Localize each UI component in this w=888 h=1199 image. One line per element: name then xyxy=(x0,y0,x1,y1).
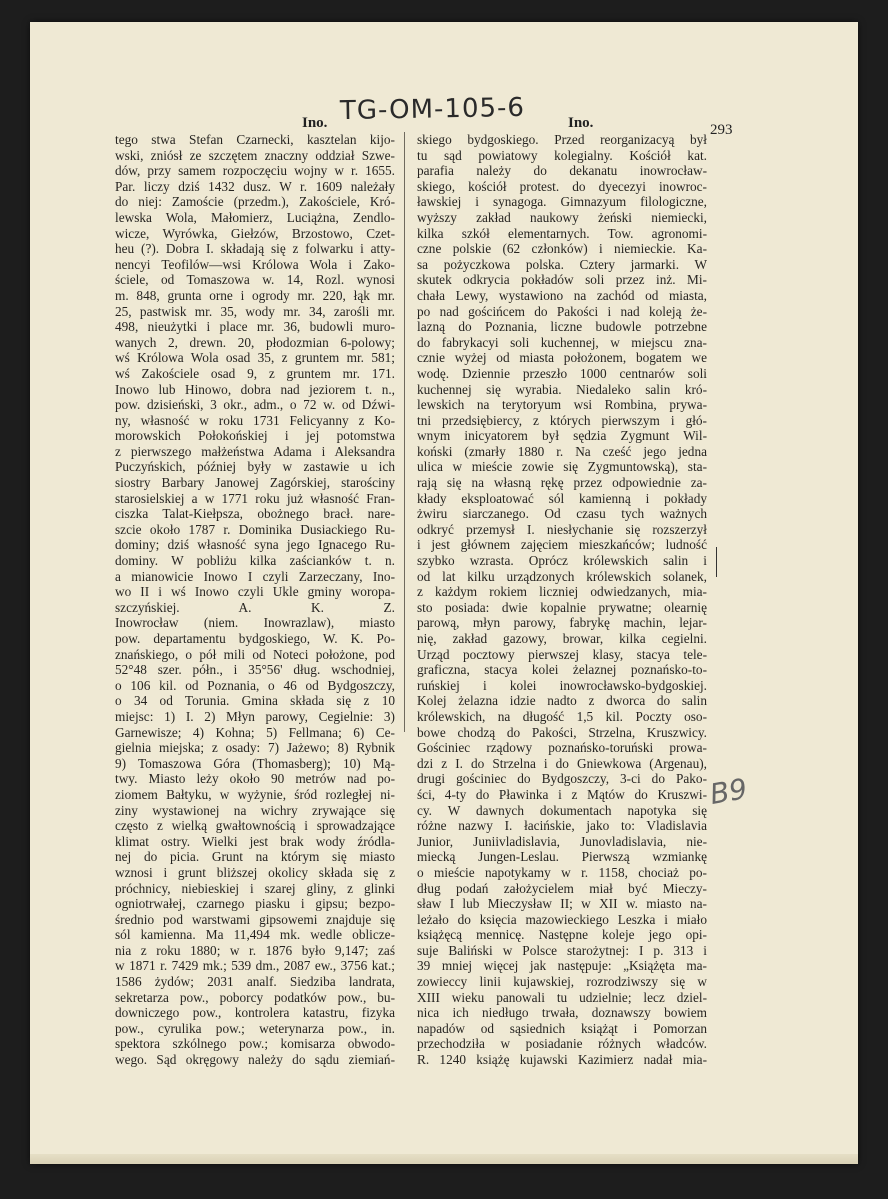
text-line: 39 mniej więcej jak następuje: „Książęta ma- xyxy=(417,958,707,974)
text-line: wznosi i grunt bliższej okolicy składa się z xyxy=(115,864,395,880)
text-line: nię, zakład gazowy, browar, kilka cegielni. xyxy=(417,631,707,646)
text-line: sław I lub Mieczysław II; w XII w. miasto na- xyxy=(417,896,707,912)
text-line: 9) Tomaszowa Góra (Thomasberg); 10) Mą- xyxy=(115,755,395,771)
text-line: zowieccy linii kujawskiej, rozrodziwszy się w xyxy=(417,974,707,990)
text-line: ławskiej i synagoga. Gimnazyum filologiczne, xyxy=(417,194,707,210)
text-line: nencyi Teofilów—wsi Królowa Wola i Zako- xyxy=(115,256,395,272)
text-line: ruńskiej i kolei inowrocławsko-bydgoskiej. xyxy=(417,677,707,693)
text-line: koński (zmarły 1880 r. Na cześć jego jedna xyxy=(417,443,707,459)
text-line: klimat ostry. Wielki jest brak wody źródla- xyxy=(115,833,395,849)
text-line: ogniotrwałej, czarnego piasku i gipsu; bezpo- xyxy=(115,896,395,912)
text-line: Puczyńskich, później były w zastawie u ich xyxy=(115,459,395,475)
text-line: kłady eksploatować sól kamienną i pokłady xyxy=(417,490,707,506)
text-line: wicze, Wyrówka, Giełzów, Brzostowo, Czet- xyxy=(115,225,395,241)
text-line: m. 848, grunta orne i ogrody mr. 220, łąk mr. xyxy=(115,287,395,303)
text-line: ciszka Talat-Kiełpsza, obożnego bracł. nare- xyxy=(115,506,395,522)
text-line: do fabrykacyi soli kuchennej, w miejscu zna- xyxy=(417,334,707,350)
text-line: drugi gościniec do Bydgoszczy, 3-ci do Pako- xyxy=(417,771,707,787)
text-line: twy. Miasto leży około 90 metrów nad po- xyxy=(115,771,395,787)
text-line: siostry Barbary Janowej Zagórskiej, starościny xyxy=(115,475,395,491)
text-line: Urząd pocztowy pierwszej klasy, stacya tele- xyxy=(417,646,707,662)
text-line: Kolej żelazna idzie nadto z dworca do salin xyxy=(417,693,707,709)
text-line: Inowo lub Hinowo, dobra nad jeziorem t. n., xyxy=(115,381,395,397)
text-line: Garnewisze; 4) Kohna; 5) Fellmana; 6) Ce- xyxy=(115,724,395,740)
text-line: wski, zniósł ze szczętem znaczny oddział Szwe- xyxy=(115,147,395,163)
text-line: cy. W dawnych dokumentach napotyka się xyxy=(417,802,707,818)
text-line: dominy; dziś własność syna jego Ignacego Ru- xyxy=(115,537,395,553)
column-divider xyxy=(404,132,405,732)
text-line: szcie około 1787 r. Dominika Dusiackiego Ru- xyxy=(115,521,395,537)
text-line: sto posiada: dwie kopalnie prywatne; olearnię xyxy=(417,599,707,615)
text-line: dów, przy samem rozpoczęciu wojny w r. 1655. xyxy=(115,163,395,179)
text-line: szybko wzrasta. Oprócz królewskich salin i xyxy=(417,553,707,569)
text-line: do niej: Zamoście (przedm.), Zakościele, Kró- xyxy=(115,194,395,210)
text-line: próchnicy, niebieskiej i szarej gliny, z glinki xyxy=(115,880,395,896)
text-line: często z wielką gwałtownością i sprowadzające xyxy=(115,818,395,834)
text-line: dzi z I. do Strzelna i do Gniewkowa (Argenau), xyxy=(417,755,707,771)
text-line: po nad gościńcem do Pakości i nad koleją że- xyxy=(417,303,707,319)
text-line: czne polskie (62 członków) i niemieckie. Ka- xyxy=(417,241,707,257)
text-line: wodę. Dziennie przeszło 1000 centnarów soli xyxy=(417,365,707,381)
text-line: morowskich Połokońskiej i jej potomstwa xyxy=(115,428,395,444)
text-line: pow., cyrulika pow.; weterynarza pow., in. xyxy=(115,1020,395,1036)
text-line: rają się na własną rękę przez odpowiednie za- xyxy=(417,475,707,491)
text-line: nia z roku 1880; w r. 1876 było 9,147; zaś xyxy=(115,942,395,958)
text-line: kilka szkół elementarnych. Tow. agronomi- xyxy=(417,225,707,241)
text-line: ny, własność w roku 1731 Felicyanny z Ko- xyxy=(115,412,395,428)
text-line: chała Lewy, wystawiono na zachód od miasta, xyxy=(417,287,707,303)
text-line: suje Baliński w Polsce starożytnej: I p. 313 i xyxy=(417,942,707,958)
text-line: skiego, kościół protest. do dyecezyi inowroc- xyxy=(417,178,707,194)
text-line: wnym inicyatorem był sędzia Zygmunt Wil- xyxy=(417,428,707,444)
left-text-column xyxy=(115,132,395,1068)
text-line: królewskich, na długość 1,5 kil. Poczty oso- xyxy=(417,708,707,724)
text-line: od lat kilku urządzonych królewskich solanek, xyxy=(417,568,707,584)
text-line: z każdym rokiem liczniej odwiedzanych, mia- xyxy=(417,584,707,600)
text-line: skutek odkrycia pokładów soli przez inż. Mi- xyxy=(417,272,707,288)
text-line: książęcą mennicę. Następne koleje jego opi- xyxy=(417,927,707,943)
text-line: lewskich na terytoryum wsi Rombina, prywa- xyxy=(417,397,707,413)
text-line: ziny wystawionej na wichry zrywające się xyxy=(115,802,395,818)
text-line: wo II i wś Inowo czyli Ukle gminy woropa- xyxy=(115,584,395,600)
text-line: graficzna, stacya kolei żelaznej poznańsko-to- xyxy=(417,662,707,678)
text-line: i jest głównem zajęciem mieszkańców; ludność xyxy=(417,537,707,553)
text-line: tni przedsiębiercy, z których pierwszym i głó- xyxy=(417,412,707,428)
text-line: Junior, Juniivladislavia, Junovladislavia, nie- xyxy=(417,833,707,849)
text-line: Par. liczy dziś 1432 dusz. W r. 1609 należały xyxy=(115,178,395,194)
text-line: skiego bydgoskiego. Przed reorganizacyą był xyxy=(417,132,707,147)
text-line: odkryć przemysł I. niesłychanie się rozszerzył xyxy=(417,521,707,537)
text-line: spektora szkólnego pow.; komisarza obwodo- xyxy=(115,1036,395,1052)
text-line: heu (?). Dobra I. składają się z folwarku i atty- xyxy=(115,241,395,257)
text-line: downiczego pow., kontrolera katastru, fizyka xyxy=(115,1005,395,1021)
text-line: ściele, od Tomaszowa w. 14, Rozl. wynosi xyxy=(115,272,395,288)
text-line: pow. dzisieński, 3 okr., adm., o 72 w. od Dźwi- xyxy=(115,397,395,413)
margin-mark xyxy=(716,547,717,577)
text-line: o mieście napotykamy w r. 1158, chociaż po- xyxy=(417,864,707,880)
text-line: 498, nieużytki i place mr. 36, budowli muro- xyxy=(115,319,395,335)
text-line: pow. departamentu bydgoskiego, W. K. Po- xyxy=(115,631,395,646)
text-line: z pierwszego małżeństwa Adama i Aleksandra xyxy=(115,443,395,459)
text-line: kuchennej się wyrabia. Niedaleko salin kró- xyxy=(417,381,707,397)
text-line: 25, pastwisk mr. 35, wody mr. 34, zarośli mr. xyxy=(115,303,395,319)
text-line: Inowrocław (niem. Inowrazlaw), miasto xyxy=(115,615,395,631)
text-line: ziomem Bałtyku, w wyżynie, śród rozległej ni- xyxy=(115,786,395,802)
page-number: 293 xyxy=(710,122,733,138)
text-line: wego. Sąd okręgowy należy do sądu ziemiań- xyxy=(115,1052,395,1068)
text-line: dług podań założycielem miał być Mieczy- xyxy=(417,880,707,896)
text-line: miejsc: 1) I. 2) Młyn parowy, Cegielnie: 3) xyxy=(115,708,395,724)
text-line: gielnia miejska; z osady: 7) Jażewo; 8) Rybnik xyxy=(115,740,395,756)
text-line: starosielskiej a w 1771 roku już własność Fran- xyxy=(115,490,395,506)
text-line: leżało do księcia mazowieckiego Leszka i miało xyxy=(417,911,707,927)
text-line: tego stwa Stefan Czarnecki, kasztelan kijo- xyxy=(115,132,395,147)
text-line: sól kamienna. Ma 11,494 mk. wedle oblicze- xyxy=(115,927,395,943)
text-line: parową, młyn parowy, fabrykę machin, lejar- xyxy=(417,615,707,631)
text-line: ulica w mieście zowie się Zygmuntowską), sta- xyxy=(417,459,707,475)
text-line: bowe chodzą do Pakości, Strzelna, Kruszwicy. xyxy=(417,724,707,740)
header-left: Ino. xyxy=(302,115,328,131)
text-line: tu sąd powiatowy kolegialny. Kościół kat. xyxy=(417,147,707,163)
text-line: wś Królowa Wola osad 35, z gruntem mr. 581; xyxy=(115,350,395,366)
handwritten-signature: B9 xyxy=(707,772,750,811)
handwritten-reference: TG-OM-105-6 xyxy=(339,92,526,127)
text-line: o 34 od Torunia. Gmina składa się z 10 xyxy=(115,693,395,709)
text-line: R. 1240 książę kujawski Kazimierz nadał mia- xyxy=(417,1052,707,1068)
header-center: Ino. xyxy=(568,115,594,131)
text-line: lewska Wola, Małomierz, Luciążna, Zendlo- xyxy=(115,209,395,225)
text-line: dominy. W pobliżu kilka zaścianków t. n. xyxy=(115,553,395,569)
text-line: przechodziła w posiadanie różnych władców. xyxy=(417,1036,707,1052)
text-line: nej do picia. Grunt na którym się miasto xyxy=(115,849,395,865)
text-line: sekretarza pow., poborcy podatków pow., bu- xyxy=(115,989,395,1005)
text-line: ści, 4-ty do Pławinka i z Mątów do Kruszwi- xyxy=(417,786,707,802)
text-line: wyższy zakład naukowy żeński niemiecki, xyxy=(417,209,707,225)
text-line: Gościniec rządowy poznańsko-toruński prowa- xyxy=(417,740,707,756)
text-line: o 106 kil. od Poznania, o 46 od Bydgoszczy, xyxy=(115,677,395,693)
text-line: wanych 2, drewn. 20, płodozmian 6-polowy; xyxy=(115,334,395,350)
text-line: sa pożyczkowa polska. Cztery jarmarki. W xyxy=(417,256,707,272)
text-line: średnio pod warstwami gipsowemi znajduje się xyxy=(115,911,395,927)
text-line: w 1871 r. 7429 mk.; 539 dm., 2087 ew., 3756 kat.; xyxy=(115,958,395,974)
text-line: żwiru siarczanego. Od czasu tych ważnych xyxy=(417,506,707,522)
text-line: wś Zakościele osad 9, z gruntem mr. 171. xyxy=(115,365,395,381)
text-line: XIII wieku panowali tu udzielnie; lecz dziel- xyxy=(417,989,707,1005)
text-line: szczyńskiej. A. K. Z. xyxy=(115,599,395,615)
text-line: lazną do Poznania, liczne budowle potrzebne xyxy=(417,319,707,335)
right-text-column xyxy=(417,132,707,1068)
text-line: 52°48 szer. półn., i 35°56' dług. wschodniej, xyxy=(115,662,395,678)
text-line: 1586 żydów; 2031 analf. Siedziba landrata, xyxy=(115,974,395,990)
text-line: parafia należy do dekanatu inowrocław- xyxy=(417,163,707,179)
text-line: znańskiego, o pół mili od Noteci położone, pod xyxy=(115,646,395,662)
text-line: nica ich niedługo trwała, doznawszy bowiem xyxy=(417,1005,707,1021)
text-line: różne nazwy I. łacińskie, jako to: Vladislavia xyxy=(417,818,707,834)
text-line: miecką Jungen-Leslau. Pierwszą wzmiankę xyxy=(417,849,707,865)
text-line: a mianowicie Inowo I czyli Zarzeczany, Ino- xyxy=(115,568,395,584)
text-line: cznie wyżej od miasta położonem, bogatem we xyxy=(417,350,707,366)
text-line: napadów od sąsiednich książąt i Pomorzan xyxy=(417,1020,707,1036)
